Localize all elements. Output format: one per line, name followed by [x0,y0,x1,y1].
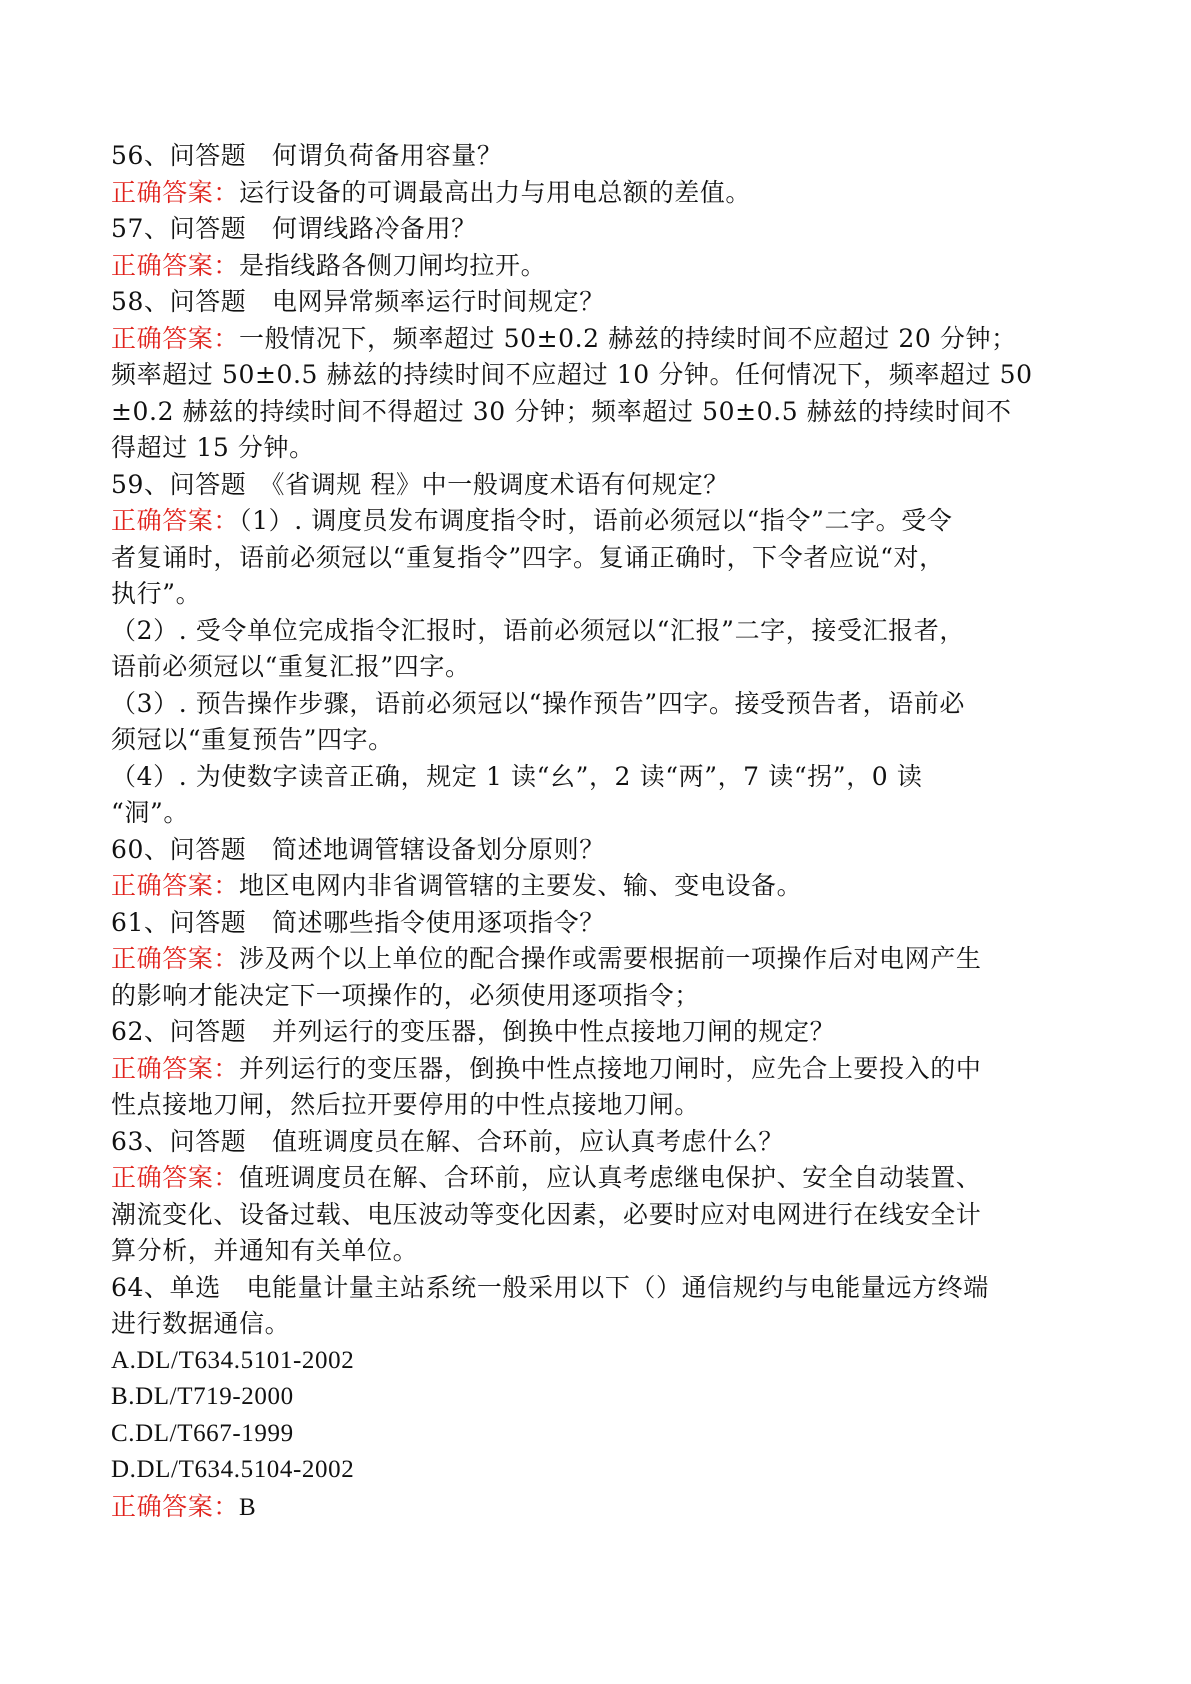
answer-58-line-3: ±0.2 赫兹的持续时间不得超过 30 分钟；频率超过 50±0.5 赫兹的持续时间不 [111,396,1012,426]
answer-61-line-2: 的影响才能决定下一项操作的，必须使用逐项指令； [111,980,700,1010]
question-60: 60、问答题 简述地调管辖设备划分原则？ [111,834,605,864]
answer-59-line-4: （2）. 受令单位完成指令汇报时，语前必须冠以“汇报”二字，接受汇报者， [111,615,965,645]
answer-label: 正确答案： [111,250,240,280]
answer-text: （1）. 调度员发布调度指令时，语前必须冠以“指令”二字。受令 [239,506,953,535]
answer-label: 正确答案： [111,323,240,353]
answer-label: 正确答案： [111,177,240,207]
answer-63-line-1 [111,1160,1096,1197]
option-b: B.DL/T719-2000 [111,1383,294,1410]
answer-59-line-2: 者复诵时，语前必须冠以“重复指令”四字。复诵正确时，下令者应说“对， [111,542,945,572]
answer-59-line-3: 执行”。 [111,579,202,608]
option-a: A.DL/T634.5101-2002 [111,1346,355,1374]
question-61: 61、问答题 简述哪些指令使用逐项指令？ [111,907,605,937]
answer-59-line-5: 语前必须冠以“重复汇报”四字。 [111,652,471,681]
document-page [111,138,1096,1526]
answer-56 [111,175,1096,212]
answer-59-line-6: （3）. 预告操作步骤，语前必须冠以“操作预告”四字。接受预告者，语前必 [111,688,965,718]
answer-text: B [239,1493,257,1521]
answer-text: 涉及两个以上单位的配合操作或需要根据前一项操作后对电网产生 [239,944,982,973]
answer-label: 正确答案： [111,506,240,535]
question-62: 62、问答题 并列运行的变压器，倒换中性点接地刀闸的规定？ [111,1017,836,1046]
answer-60 [111,868,1096,905]
answer-58-line-2: 频率超过 50±0.5 赫兹的持续时间不应超过 10 分钟。任何情况下，频率超过 50 [111,360,1033,389]
answer-label: 正确答案： [111,1163,240,1192]
answer-text: 地区电网内非省调管辖的主要发、输、变电设备。 [239,871,803,900]
answer-62-line-2: 性点接地刀闸，然后拉开要停用的中性点接地刀闸。 [111,1090,700,1119]
answer-text: 并列运行的变压器，倒换中性点接地刀闸时，应先合上要投入的中 [239,1053,982,1083]
question-64-line-2: 进行数据通信。 [111,1309,291,1338]
answer-59-line-7: 须冠以“重复预告”四字。 [111,725,394,754]
answer-64 [111,1489,1096,1527]
answer-62-line-1 [111,1051,1096,1088]
answer-text: 运行设备的可调最高出力与用电总额的差值。 [239,177,752,207]
answer-57 [111,248,1096,285]
question-64-line-1: 64、单选 电能量计量主站系统一般采用以下（）通信规约与电能量远方终端 [111,1272,989,1302]
answer-59-line-9: “洞”。 [111,798,189,827]
answer-text: 值班调度员在解、合环前，应认真考虑继电保护、安全自动装置、 [239,1163,982,1192]
answer-label: 正确答案： [111,871,240,900]
option-d: D.DL/T634.5104-2002 [111,1456,355,1483]
question-56: 56、问答题 何谓负荷备用容量？ [111,141,503,170]
answer-label: 正确答案： [111,1491,240,1521]
answer-59-line-8: （4）. 为使数字读音正确，规定 1 读“幺”，2 读“两”，7 读“拐”，0 读 [111,761,923,791]
answer-61-line-1 [111,941,1096,978]
answer-59-line-1 [111,503,1096,540]
question-63: 63、问答题 值班调度员在解、合环前，应认真考虑什么？ [111,1126,785,1156]
answer-label: 正确答案： [111,944,240,973]
answer-58-line-1 [111,321,1096,358]
answer-63-line-3: 算分析，并通知有关单位。 [111,1236,419,1265]
answer-text: 一般情况下，频率超过 50±0.2 赫兹的持续时间不应超过 20 分钟； [239,323,1017,353]
option-c: C.DL/T667-1999 [111,1419,294,1447]
question-59: 59、问答题 《省调规 程》中一般调度术语有何规定？ [111,469,729,499]
answer-text: 是指线路各侧刀闸均拉开。 [239,250,547,280]
question-58: 58、问答题 电网异常频率运行时间规定？ [111,287,605,316]
answer-63-line-2: 潮流变化、设备过载、电压波动等变化因素，必要时应对电网进行在线安全计 [111,1199,982,1229]
answer-58-line-4: 得超过 15 分钟。 [111,433,315,462]
answer-label: 正确答案： [111,1053,240,1083]
question-57: 57、问答题 何谓线路冷备用？ [111,214,477,243]
